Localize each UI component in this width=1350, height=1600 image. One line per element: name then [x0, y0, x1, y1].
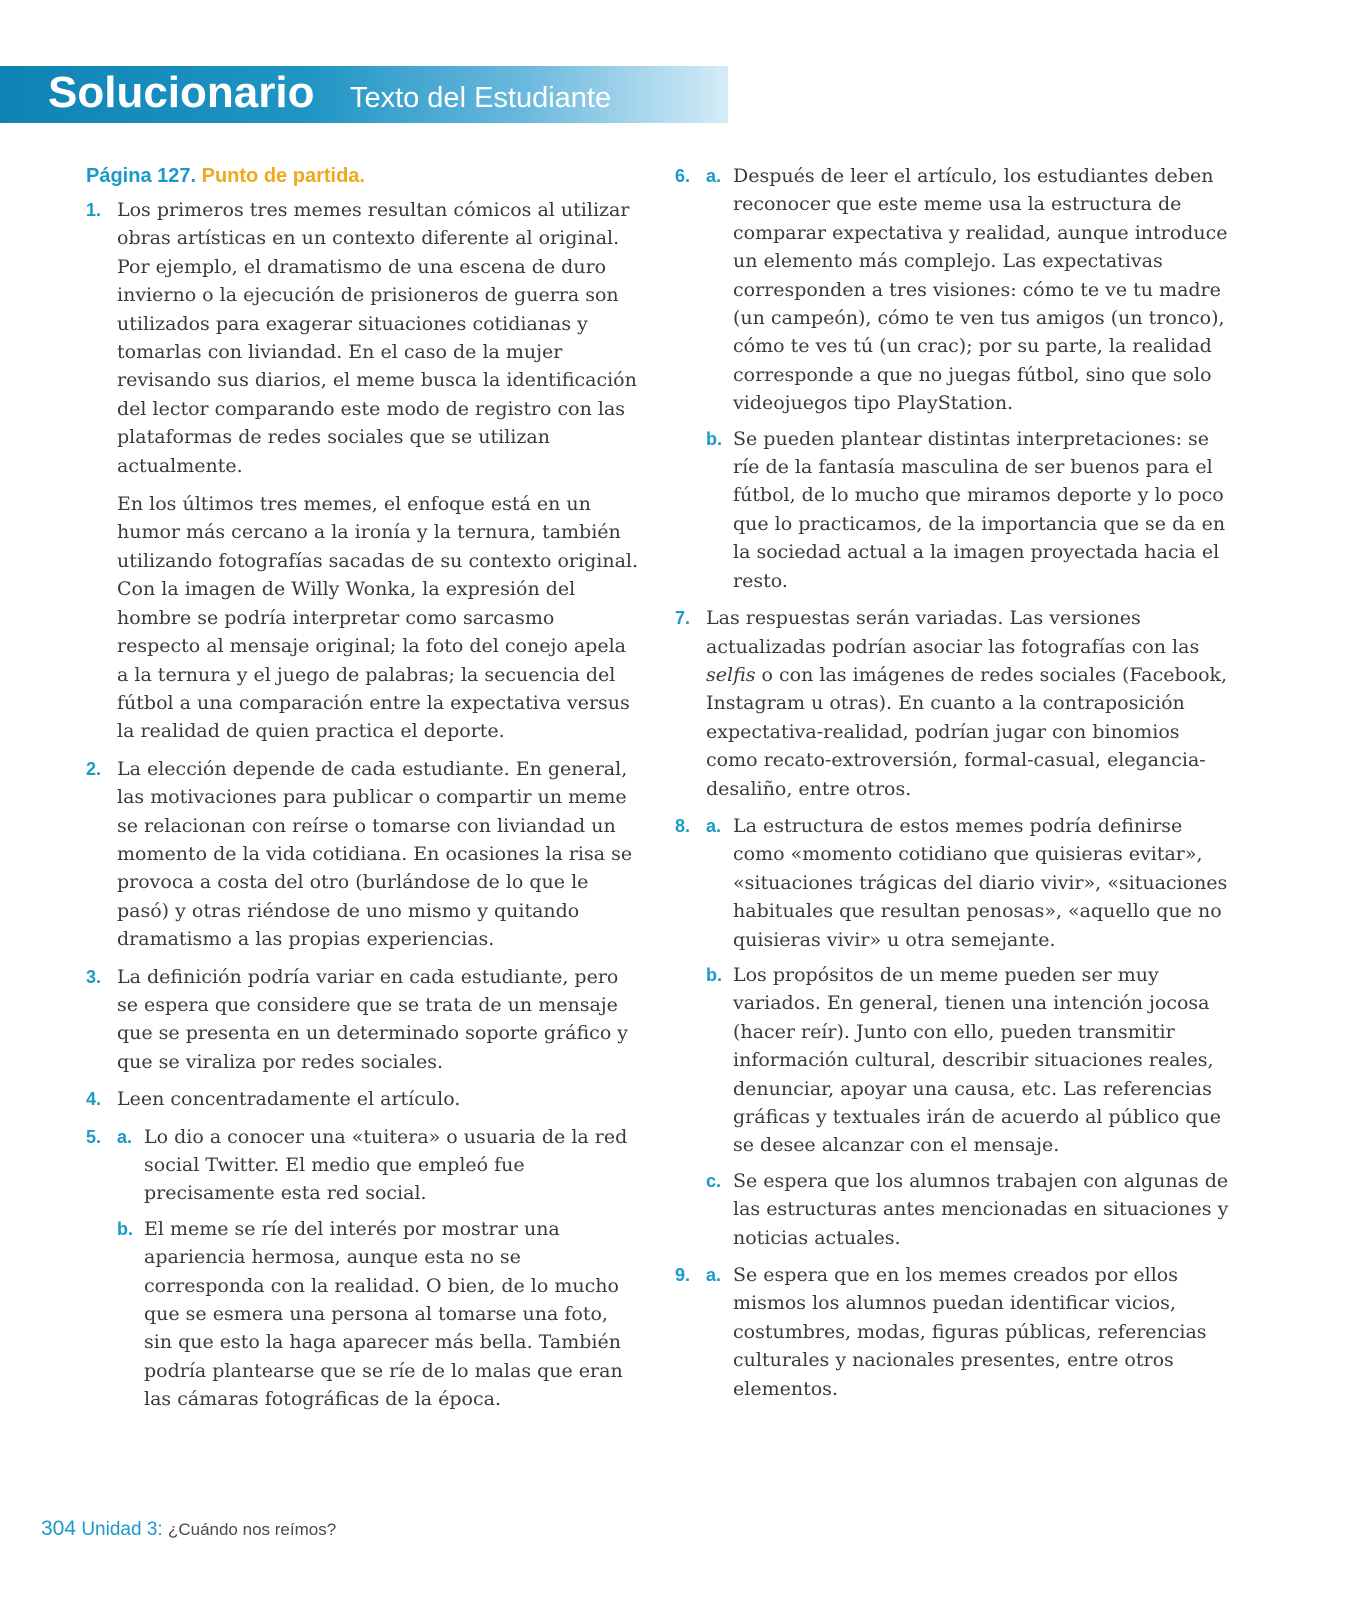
sub-letter: a. — [706, 1265, 722, 1286]
answer-item-3 — [86, 963, 642, 1077]
answer-text: Se pueden plantear distintas interpretaciones: se ríe de la fantasía masculina de ser buenos para el fútbol, de lo mucho que miramos deporte y lo poco que lo practicamos, de la importancia que se da en la sociedad actual a la imagen proyectada hacia el resto. — [733, 427, 1226, 592]
sub-answer-5b — [117, 1215, 642, 1414]
answer-item-1 — [86, 196, 642, 746]
answer-text: En los últimos tres memes, el enfoque está en un humor más cercano a la ironía y la ternura, también utilizando fotografías sacadas de su contexto original. Con la imagen de Willy Wonka, la expresión del hombre se podría interpretar como sarcasmo respecto al mensaje original; la foto del conejo apela a la ternura y el juego de palabras; la secuencia del fútbol a una comparación entre la expectativa versus la realidad de quien practica el deporte. — [117, 493, 639, 743]
header-title-main: Solucionario — [48, 68, 315, 117]
sub-answer-8c — [706, 1167, 1235, 1252]
answer-item-5 — [86, 1123, 642, 1414]
item-number: 1. — [86, 200, 102, 220]
sub-answer-6a — [706, 162, 1235, 418]
section-heading — [86, 162, 642, 190]
sub-letter: a. — [706, 166, 722, 186]
answer-text: Después de leer el artículo, los estudiantes deben reconocer que este meme usa la estructura de comparar expectativa y realidad, aunque introduce un elemento más complejo. Las expectativas corresponden a tres visiones: cómo te ve tu madre (un campeón), cómo te ven tus amigos (un tronco), cómo te ves tú (un crac); por su parte, la realidad corresponde a que no juegas fútbol, sino que solo videojuegos tipo PlayStation. — [733, 165, 1228, 415]
answer-text: La definición podría variar en cada estudiante, pero se espera que considere que se trata de un mensaje que se presenta en un determinado soporte gráfico y que se viraliza por redes sociales. — [117, 965, 629, 1073]
answer-text-italic: selfis — [706, 663, 756, 686]
sub-letter: b. — [706, 428, 722, 449]
answer-text-end: o con las imágenes de redes sociales (Facebook, Instagram u otras). En cuanto a la contraposición expectativa-realidad, podrían jugar con binomios como recato-extroversión, formal-casual, elegancia-desaliño, entre otros. — [706, 663, 1228, 800]
answer-text: La estructura de estos memes podría definirse como «momento cotidiano que quisieras evitar», «situaciones trágicas del diario vivir», «situaciones habituales que resultan penosas», «aquello que no quisieras vivir» u otra semejante. — [733, 814, 1228, 951]
item-number: 9. — [675, 1265, 691, 1286]
sub-letter: a. — [117, 1126, 133, 1147]
item-number: 5. — [86, 1126, 102, 1147]
sub-letter: c. — [706, 1170, 722, 1191]
header-title — [48, 68, 611, 118]
page-number: 304 — [41, 1517, 77, 1540]
answer-text-start: Las respuestas serán variadas. Las versiones actualizadas podrían asociar las fotografías con las — [706, 607, 1200, 658]
header-banner — [0, 66, 728, 123]
item-number: 7. — [675, 608, 691, 629]
answer-item-2 — [86, 755, 642, 954]
page-footer — [41, 1517, 336, 1541]
answer-item-7 — [675, 604, 1235, 803]
answer-item-8 — [675, 812, 1235, 1252]
answer-text: El meme se ríe del interés por mostrar una apariencia hermosa, aunque esta no se corresponda con la realidad. O bien, de lo mucho que se esmera una persona al tomarse una foto, sin que esto la haga aparecer más bella. También podría plantearse que se ríe de lo malas que eran las cámaras fotográficas de la época. — [144, 1217, 623, 1411]
answer-text: Se espera que los alumnos trabajen con algunas de las estructuras antes mencionadas en situaciones y noticias actuales. — [733, 1169, 1229, 1249]
answer-text: Lo dio a conocer una «tuitera» o usuaria de la red social Twitter. El medio que empleó fue precisamente esta red social. — [144, 1125, 628, 1205]
page-reference: Página 127. — [86, 165, 197, 187]
right-column — [675, 162, 1235, 1412]
answer-text: Los propósitos de un meme pueden ser muy variados. En general, tienen una intención jocosa (hacer reír). Junto con ello, pueden transmitir información cultural, describir situaciones reales, denunciar, apoyar una causa, etc. Las referencias gráficas y textuales irán de acuerdo al público que se desee alcanzar con el mensaje. — [733, 963, 1221, 1157]
sub-letter: a. — [706, 815, 722, 836]
answer-item-4 — [86, 1085, 642, 1113]
answer-text: La elección depende de cada estudiante. En general, las motivaciones para publicar o compartir un meme se relacionan con reírse o tomarse con liviandad un momento de la vida cotidiana. En ocasiones la risa se provoca a costa del otro (burlándose de lo que le pasó) y otras riéndose de uno mismo y quitando dramatismo a las propias experiencias. — [117, 757, 633, 951]
answer-text: Los primeros tres memes resultan cómicos al utilizar obras artísticas en un contexto diferente al original. Por ejemplo, el dramatismo de una escena de duro invierno o la ejecución de prisioneros de guerra son utilizados para exagerar situaciones cotidianas y tomarlas con liviandad. En el caso de la mujer revisando sus diarios, el meme busca la identificación del lector comparando este modo de registro con las plataformas de redes sociales que se utilizan actualmente. — [117, 199, 637, 477]
unit-label: Unidad 3: — [81, 1519, 163, 1540]
item-number: 4. — [86, 1089, 102, 1110]
answer-text — [706, 604, 1235, 803]
answer-item-9 — [675, 1261, 1235, 1403]
item-number: 8. — [675, 815, 691, 836]
item-number: 3. — [86, 966, 102, 987]
unit-title: ¿Cuándo nos reímos? — [167, 1520, 337, 1539]
sub-answer-9a — [706, 1261, 1235, 1403]
left-column — [86, 162, 642, 1423]
sub-letter: b. — [706, 964, 722, 985]
answer-item-6 — [675, 162, 1235, 595]
header-title-subtitle: Texto del Estudiante — [349, 82, 612, 114]
sub-answer-6b — [706, 425, 1235, 595]
sub-answer-8a — [706, 812, 1235, 954]
item-number: 6. — [675, 166, 691, 186]
sub-letter: b. — [117, 1218, 133, 1239]
answer-text: Se espera que en los memes creados por ellos mismos los alumnos puedan identificar vicios, costumbres, modas, figuras públicas, referencias culturales y nacionales presentes, entre otros elementos. — [733, 1264, 1207, 1400]
sub-answer-5a — [117, 1123, 642, 1208]
sub-answer-8b — [706, 961, 1235, 1160]
item-number: 2. — [86, 758, 102, 779]
answer-text: Leen concentradamente el artículo. — [117, 1088, 461, 1111]
section-title: Punto de partida. — [201, 165, 365, 187]
